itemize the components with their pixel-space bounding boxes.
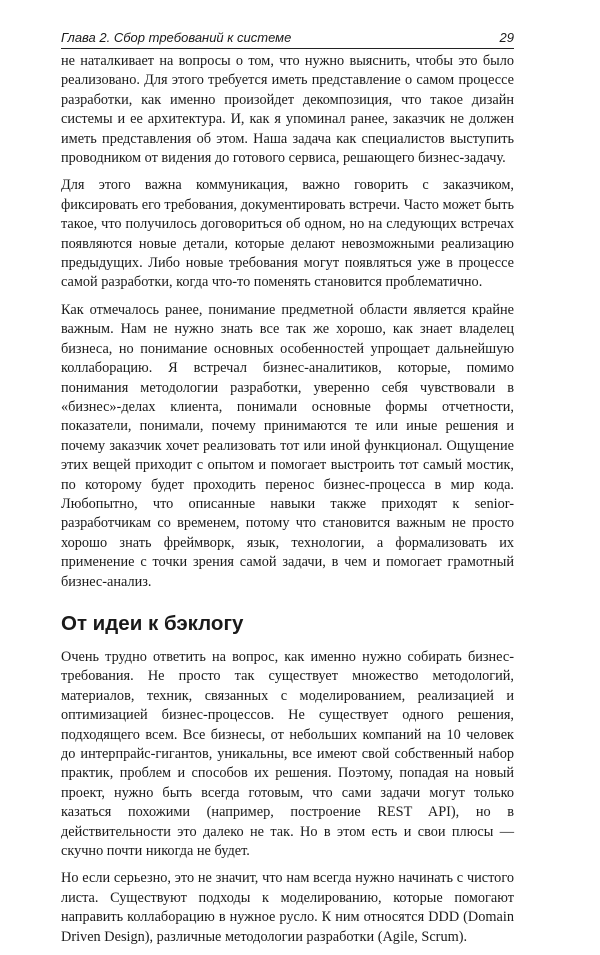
- paragraph: Для этого важна коммуникация, важно говорить с заказчиком, фиксировать его требования, документировать встречи. Часто может быть такое, что получилось договориться об одном, но на следующих встречах появляются новые детали, которые делают невозможными реализацию предыдущих. Либо новые требования могут появляться уже в процессе самой разработки, когда что-то поменять становится проблематично.: [61, 177, 514, 291]
- paragraph: Как отмечалось ранее, понимание предметной области является крайне важным. Нам не нужно знать все так же хорошо, как знает владелец бизнеса, но понимание основных особенностей упрощает дальнейшую коллаборацию. Я встречал бизнес-аналитиков, которые, помимо понимания методологии разработки, уверенно себя чувствовали в «бизнес»-делах клиента, понимали основные формы отчетности, показатели, понимали, почему принимаются те или иные решения и почему заказчик хочет реализовать тот или иной функционал. Ощущение этих вещей приходит с опытом и помогает выстроить тот самый мостик, по которому будет проходить перенос бизнес-процесса в мир кода. Любопытно, что описанные навыки также приходят к senior-разработчикам со временем, потому что становится важным не просто хорошо знать фреймворк, язык, технологии, а формализовать их применение с точки зрения самой задачи, в чем и помогает грамотный бизнес-анализ.: [61, 301, 514, 590]
- paragraph: Но если серьезно, это не значит, что нам всегда нужно начинать с чистого листа. Существуют подходы к моделированию, которые помогают направить коллаборацию в нужное русло. К ним относятся DDD (Domain Driven Design), различные методологии разработки (Agile, Scrum).: [61, 870, 514, 945]
- page-number: 29: [499, 30, 514, 45]
- paragraph: Очень трудно ответить на вопрос, как именно нужно собирать бизнес-требования. Не просто так существует множество методологий, материалов, техник, связанных с моделированием, реализацией и оптимизацией бизнес-процессов. Не существует одного решения, подходящего всем. Все бизнесы, от небольших компаний на 10 человек до интерпрайс-гигантов, уникальны, все имеют свой собственный набор практик, проблем и способов их решения. Поэтому, попадая на новый проект, нужно быть всегда готовым, что сами задачи могут только казаться похожими (например, построение REST API), но в действительности это далеко не так. Но в этом есть и свои плюсы — скучно почти никогда не будет.: [61, 648, 514, 860]
- chapter-title: Глава 2. Сбор требований к системе: [61, 30, 292, 45]
- page-body: [61, 52, 514, 955]
- running-header: [61, 28, 514, 49]
- paragraph: не наталкивает на вопросы о том, что нужно выяснить, чтобы это было реализовано. Для этого требуется иметь представление о самом процессе разработки, как именно произойдет декомпозиция, что такое дизайн системы и ее архитектура. И, как я упоминал ранее, заказчик не должен иметь представления об этом. Наша задача как специалистов выступить проводником от видения до готового сервиса, решающего бизнес-задачу.: [61, 53, 514, 167]
- section-heading: От идеи к бэклогу: [61, 611, 244, 635]
